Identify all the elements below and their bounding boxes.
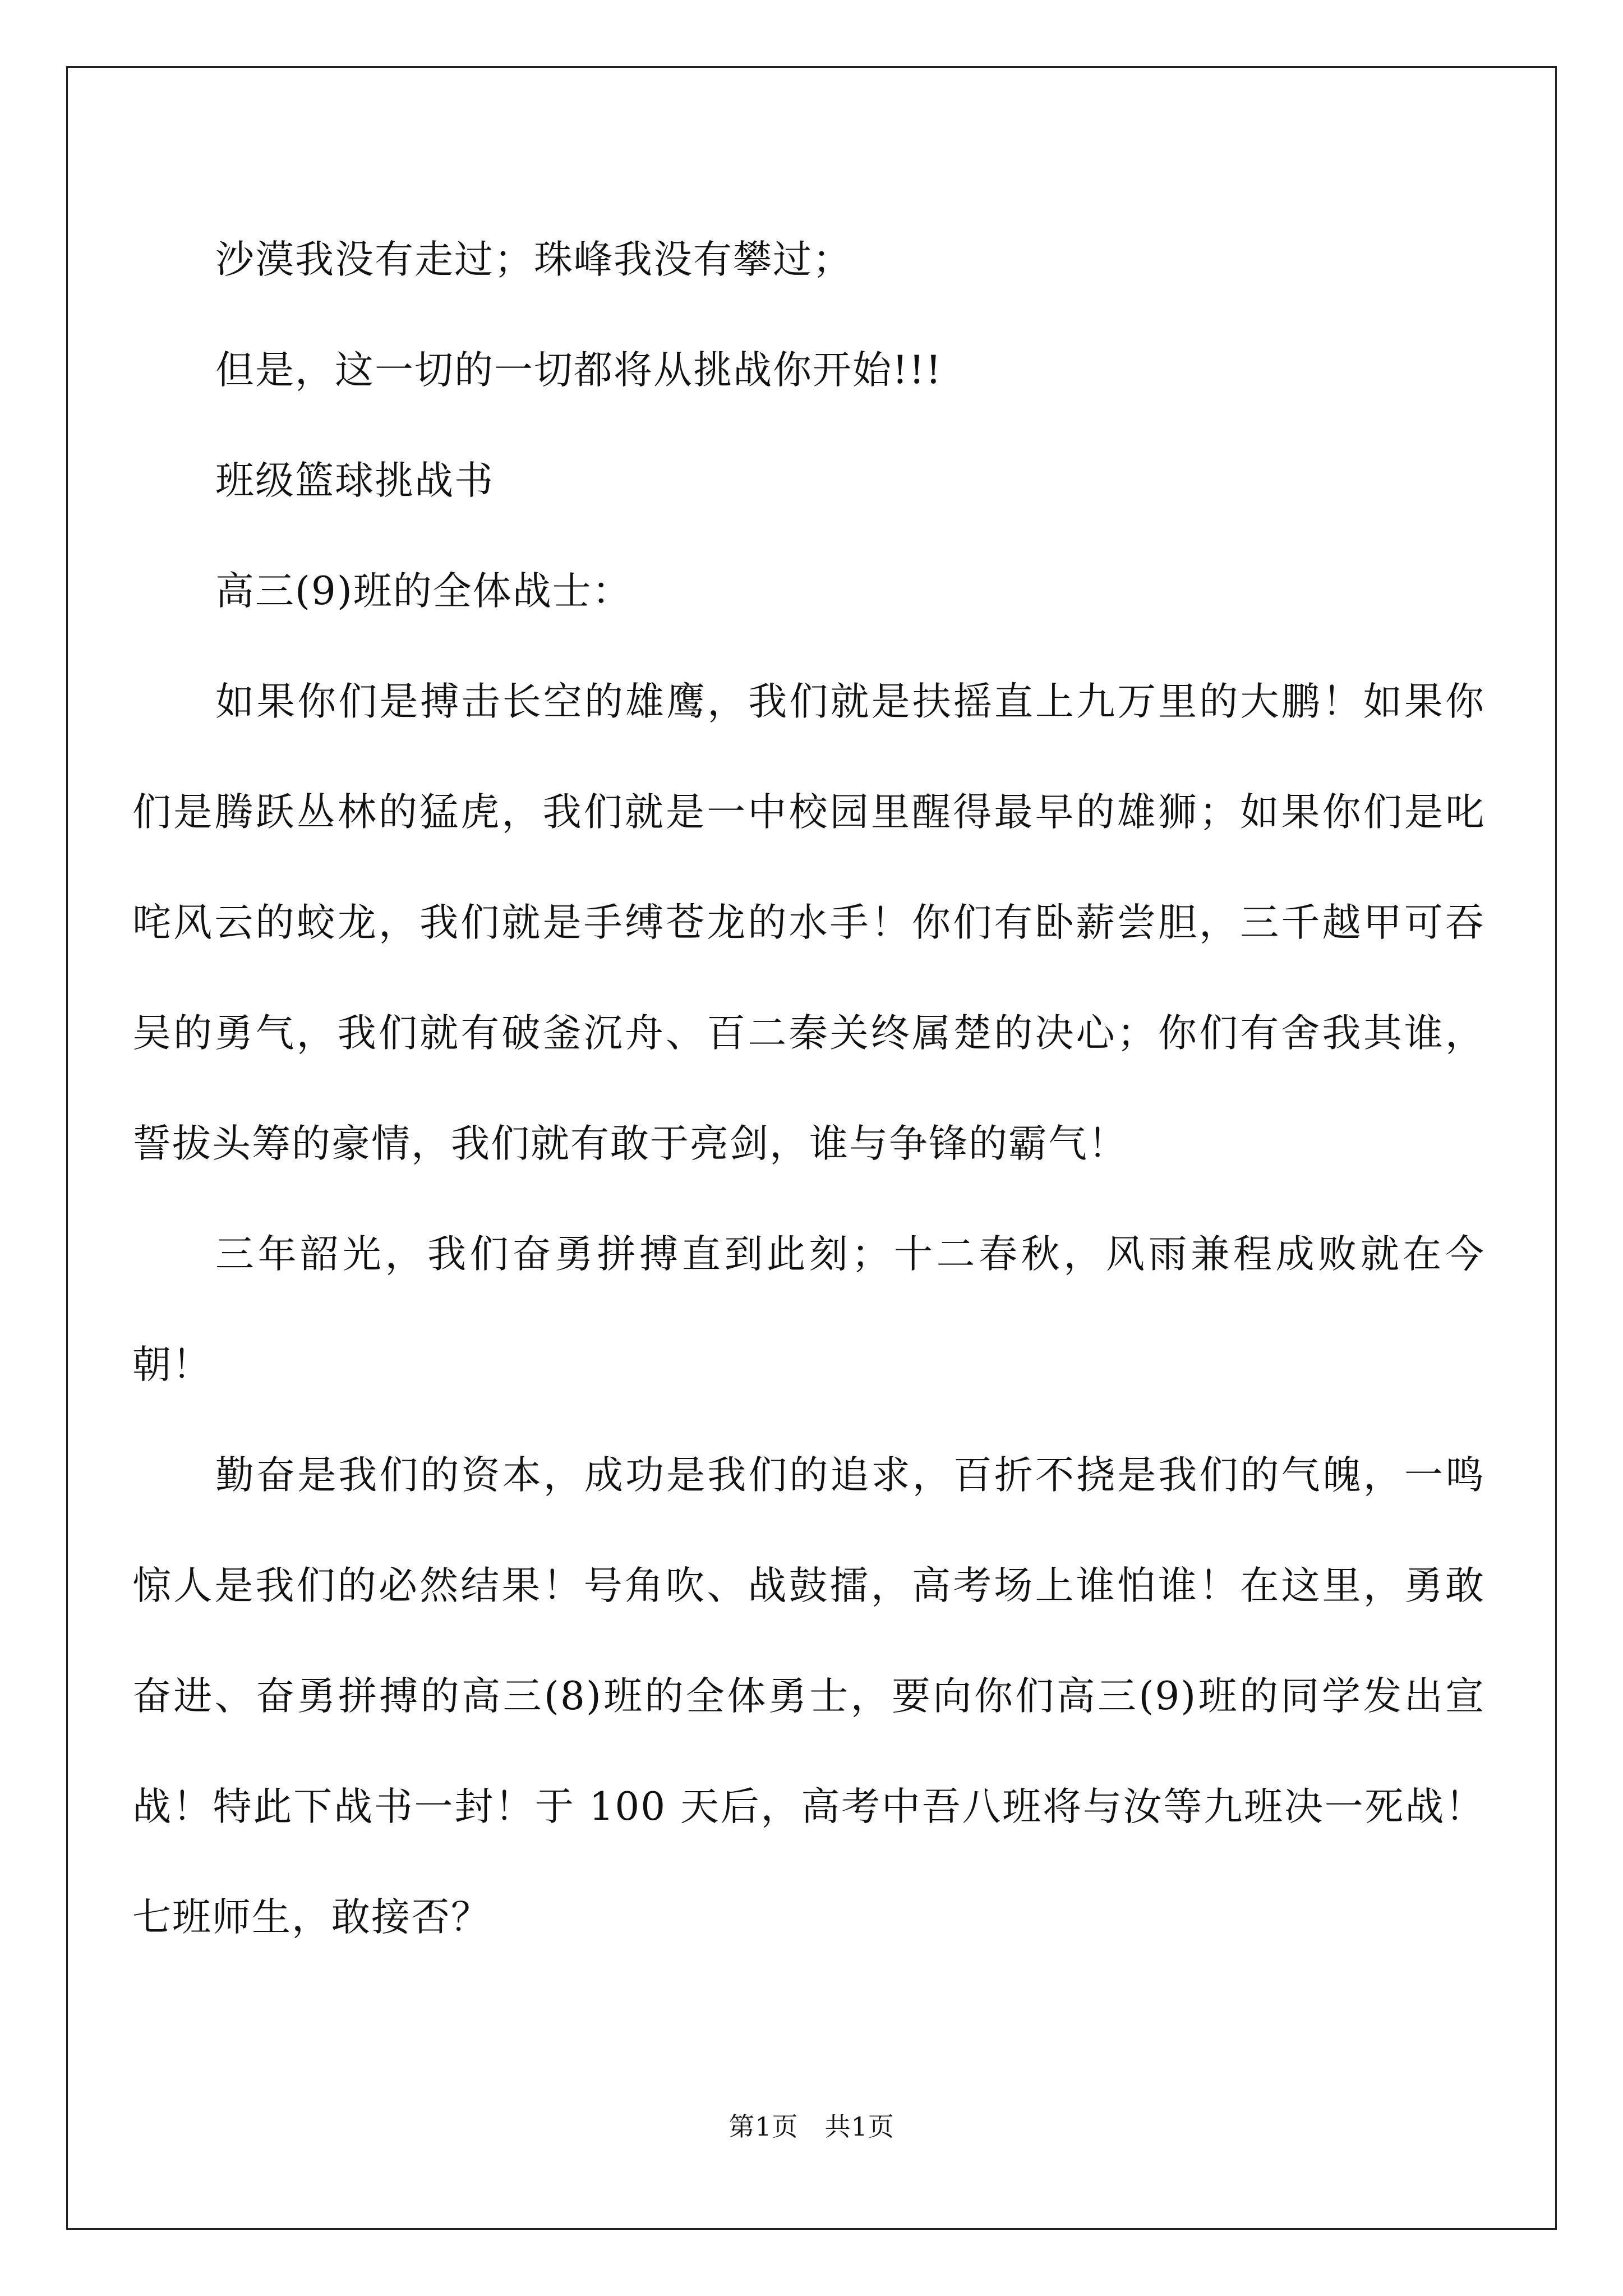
page-footer: 第1页 共1页 xyxy=(728,2111,895,2142)
paragraph: 勤奋是我们的资本，成功是我们的追求，百折不挠是我们的气魄，一鸣惊人是我们的必然结果！号角吹、战鼓擂，高考场上谁怕谁！在这里，勇敢奋进、奋勇拼搏的高三(8)班的全体勇士，要向你们高三(9)班的同学发出宣战！特此下战书一封！于 100 天后，高考中吾八班将与汝等九班决一死战！七班师生，敢接否？ xyxy=(132,1453,1485,1940)
salutation: 高三(9)班的全体战士： xyxy=(215,569,632,614)
paragraph: 沙漠我没有走过；珠峰我没有攀过； xyxy=(215,237,852,282)
document-body xyxy=(132,205,1485,1973)
paragraph: 三年韶光，我们奋勇拼搏直到此刻；十二春秋，风雨兼程成败就在今朝！ xyxy=(132,1232,1485,1387)
paragraph: 如果你们是搏击长空的雄鹰，我们就是扶摇直上九万里的大鹏！如果你们是腾跃丛林的猛虎，我们就是一中校园里醒得最早的雄狮；如果你们是叱咤风云的蛟龙，我们就是手缚苍龙的水手！你们有卧薪尝胆，三千越甲可吞吴的勇气，我们就有破釜沉舟、百二秦关终属楚的决心；你们有舍我其谁，誓拔头筹的豪情，我们就有敢于亮剑，谁与争锋的霸气！ xyxy=(132,679,1485,1166)
document-heading: 班级篮球挑战书 xyxy=(215,458,494,503)
paragraph: 但是，这一切的一切都将从挑战你开始!!! xyxy=(215,348,943,393)
